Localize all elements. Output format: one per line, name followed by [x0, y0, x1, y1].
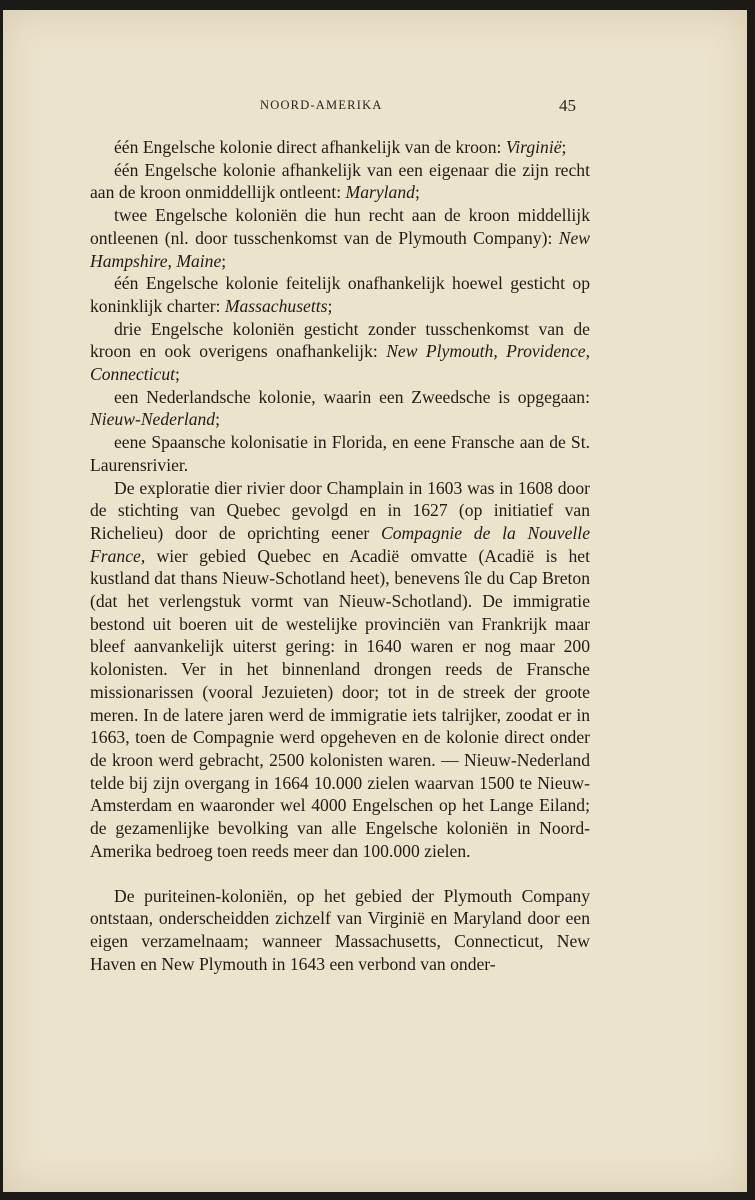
- text-run: ;: [175, 364, 180, 385]
- text-run: één Engelsche kolonie feitelijk onafhankelijk hoewel gesticht op koninklijk charter:: [90, 273, 590, 316]
- text-run: drie Engelsche koloniën gesticht zonder tusschenkomst van de kroon en ook overigens onafhankelijk:: [90, 318, 590, 362]
- paragraph: [90, 204, 590, 272]
- text-run: De puriteinen-koloniën, op het gebied der Plymouth Company ontstaan, onderscheidden zichzelf van Virginië en Maryland door een eigen verzamelnaam; wanneer Massachusetts, Connecticut, New Haven en New Plymouth in 1643 een verbond van onder-: [90, 885, 590, 974]
- paragraph: [90, 885, 590, 976]
- text-run: ;: [561, 137, 567, 157]
- italic-run: New Hampshire, Maine: [90, 227, 590, 271]
- text-run: ;: [215, 409, 220, 430]
- italic-run: Compagnie de la Nouvelle France: [90, 522, 590, 566]
- italic-run: Maryland: [345, 182, 415, 203]
- paragraph: [90, 136, 590, 159]
- page-number: 45: [559, 96, 576, 115]
- text-run: twee Engelsche koloniën die hun recht aan de kroon middellijk ontleenen (nl. door tusschenkomst van de Plymouth Company):: [90, 205, 590, 248]
- italic-run: Virginië: [505, 137, 562, 157]
- italic-run: Nieuw-Nederland: [90, 409, 216, 430]
- text-run: eene Spaansche kolonisatie in Florida, en eene Fransche aan de St. Laurensrivier.: [90, 432, 590, 475]
- text-run: één Engelsche kolonie afhankelijk van een eigenaar die zijn recht aan de kroon onmiddellijk ontleent:: [90, 159, 590, 203]
- paragraph: [90, 318, 590, 386]
- italic-run: New Plymouth, Providence, Connecticut: [90, 341, 590, 385]
- body-text: [90, 136, 590, 975]
- page-header: [3, 96, 747, 120]
- book-page: [3, 10, 747, 1192]
- text-run: De exploratie dier rivier door Champlain in 1603 was in 1608 door de stichting van Quebec gevolgd en in 1627 (op initiatief van Richelieu) door de oprichting eener: [90, 477, 590, 543]
- paragraph: [90, 386, 590, 431]
- paragraph: [90, 272, 590, 317]
- running-title: NOORD-AMERIKA: [260, 98, 383, 112]
- text-run: ;: [221, 250, 227, 271]
- paragraph: [90, 431, 590, 476]
- paragraph: [90, 159, 590, 204]
- text-run: één Engelsche kolonie direct afhankelijk van de kroon:: [114, 137, 506, 157]
- text-run: , wier gebied Quebec en Acadië omvatte (Acadië is het kustland dat thans Nieuw-Schotland heet), benevens île du Cap Breton (dat het verlengstuk vormt van Nieuw-Schotland). De immigratie bestond uit boeren uit de westelijke provinciën van Frankrijk maar bleef aanvankelijk uiterst gering: in 1640 waren er nog maar 200 kolonisten. Ver in het binnenland drongen reeds de Fransche missionarissen (vooral Jezuieten) door; tot in de streek der groote meren. In de latere jaren werd de immigratie iets talrijker, zoodat er in 1663, toen de Compagnie werd opgeheven en de kolonie direct onder de kroon werd gebracht, 2500 kolonisten waren. — Nieuw-Nederland telde bij zijn overgang in 1664 10.000 zielen waarvan 1500 te Nieuw-Amsterdam en waaronder wel 4000 Engelschen op het Lange Eiland; de gezamenlijke bevolking van alle Engelsche koloniën in Noord-Amerika bedroeg toen reeds meer dan 100.000 zielen.: [90, 545, 590, 861]
- paragraph: [90, 477, 590, 863]
- text-run: ;: [327, 295, 333, 316]
- text-run: ;: [414, 182, 420, 203]
- text-run: een Nederlandsche kolonie, waarin een Zweedsche is opgegaan:: [114, 386, 590, 407]
- italic-run: Massachusetts: [224, 295, 328, 316]
